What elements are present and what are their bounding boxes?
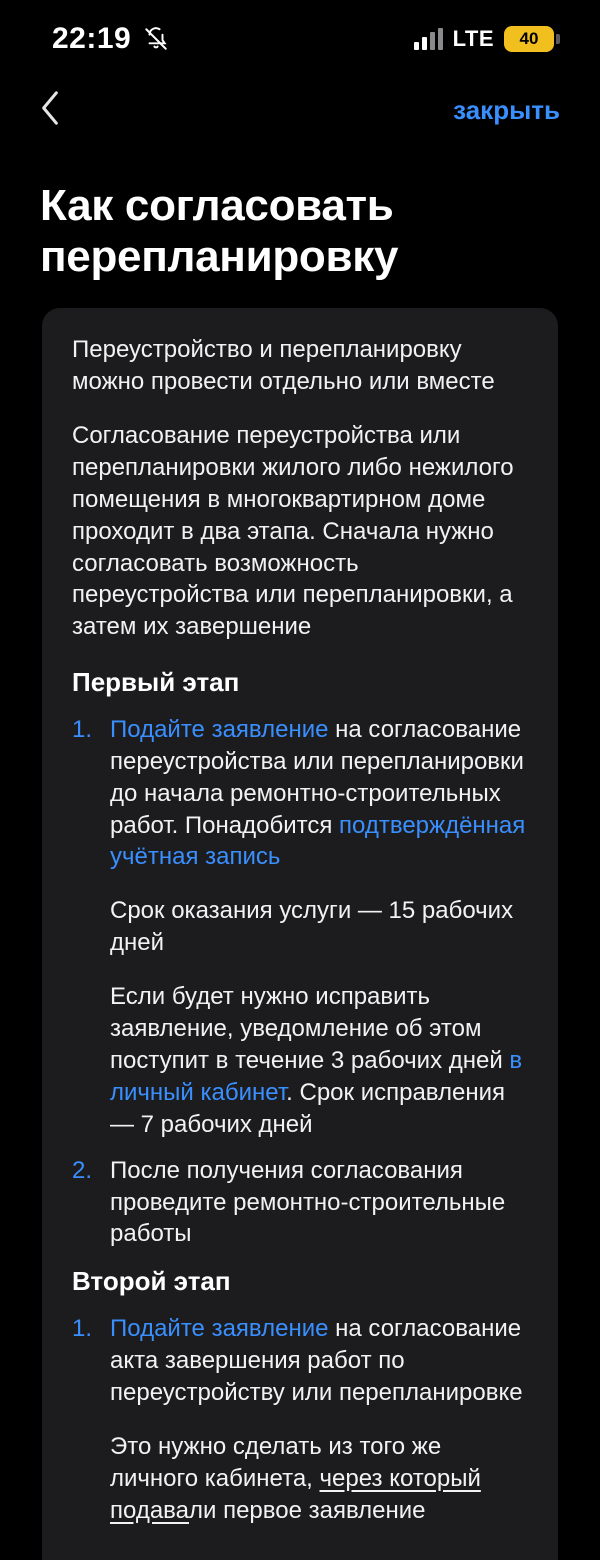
application-link[interactable]: Подайте заявление xyxy=(110,715,329,743)
correction-text-b: . Срок исправления — 7 рабочих дней xyxy=(110,1078,505,1138)
status-bar-right xyxy=(414,26,554,52)
verified-account-link[interactable]: подтверждённая учётная запись xyxy=(110,811,526,871)
stage-two-steps xyxy=(72,1313,528,1526)
list-item xyxy=(72,1155,528,1251)
list-item xyxy=(72,1313,528,1526)
stage-one-steps xyxy=(72,714,528,1251)
stage-one-step-1-body: на согласование переустройства или перепланировки до начала ремонтно-строительных работ. Понадобится xyxy=(110,715,524,839)
status-time: 22:19 xyxy=(52,22,132,55)
status-bar-left xyxy=(52,22,169,56)
intro-paragraph-2: Согласование переустройства или перепланировки жилого либо нежилого помещения в многоквартирном доме проходит в два этапа. Сначала нужно согласовать возможность переустройства или перепланировки, а затем их завершение xyxy=(72,421,514,641)
stage-one-heading: Первый этап xyxy=(72,667,240,698)
note-text-a: Это нужно сделать из того же личного кабинета, xyxy=(110,1432,442,1492)
battery-level: 40 xyxy=(519,29,539,48)
application-link-2[interactable]: Подайте заявление xyxy=(110,1314,329,1342)
personal-account-link[interactable]: в личный кабинет xyxy=(110,1046,523,1106)
stage-one-step-2-text: После получения согласования проведите ремонтно-строительные работы xyxy=(110,1156,506,1248)
stage-two-step-1-note xyxy=(110,1431,528,1527)
stage-one-step-1-term: Срок оказания услуги — 15 рабочих дней xyxy=(110,897,514,957)
note-text-b: ли первое заявление xyxy=(189,1496,426,1524)
bell-off-icon xyxy=(143,26,169,52)
navigation-bar xyxy=(0,78,600,142)
correction-text-a: Если будет нужно исправить заявление, уведомление об этом поступит в течение 3 рабочих дней xyxy=(110,983,510,1074)
list-item xyxy=(72,714,528,1141)
page-title: Как согласовать перепланировку xyxy=(40,181,399,282)
intro-paragraph-1: Переустройство и перепланировку можно провести отдельно или вместе xyxy=(72,336,495,395)
chevron-left-icon xyxy=(37,89,63,132)
battery-icon xyxy=(504,26,554,52)
article-card xyxy=(42,308,558,1560)
network-label: LTE xyxy=(452,26,494,51)
selected-text[interactable]: через который подава xyxy=(110,1464,481,1524)
stage-two-heading: Второй этап xyxy=(72,1266,231,1297)
stage-two-step-1-body: на согласование акта завершения работ по переустройству или перепланировке xyxy=(110,1314,523,1406)
cellular-signal-icon xyxy=(414,28,443,50)
stage-two-step-1-text xyxy=(110,1313,528,1409)
stage-one-step-1-text xyxy=(110,714,528,874)
status-bar xyxy=(0,0,600,78)
close-button[interactable]: закрыть xyxy=(453,94,560,125)
back-button[interactable] xyxy=(28,88,72,132)
stage-one-step-1-correction xyxy=(110,981,528,1141)
